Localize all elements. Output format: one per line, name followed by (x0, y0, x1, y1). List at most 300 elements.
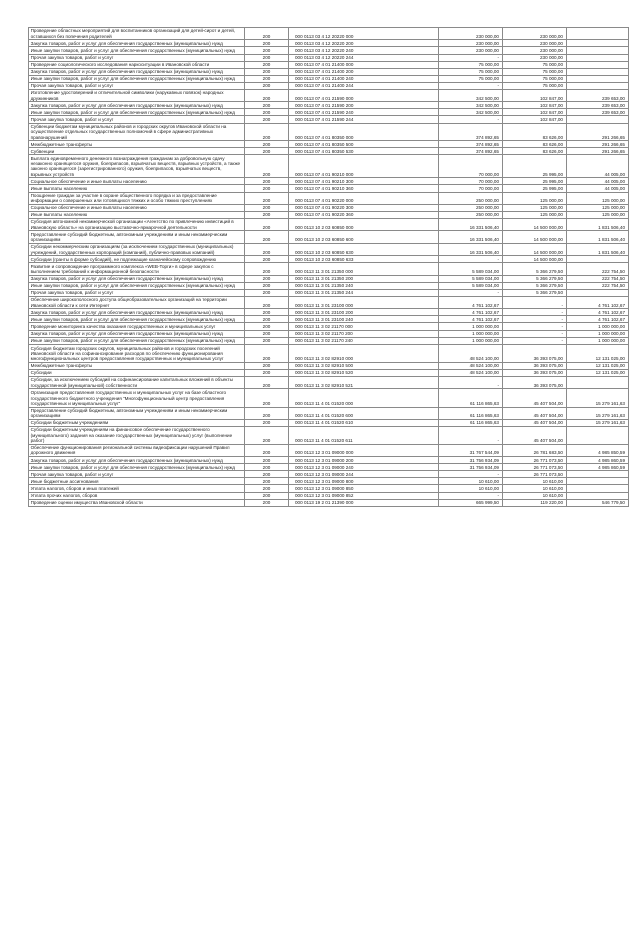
row-code: 200 (245, 148, 289, 155)
table-row (29, 219, 629, 231)
row-code: 200 (245, 141, 289, 148)
row-executed-amount: 45 407 504,00 (503, 420, 567, 427)
table-row (29, 369, 629, 376)
row-classification-code: 000 0113 07 4 01 80350 530 (289, 148, 439, 155)
row-classification-code: 000 0113 11 3 01 21350 200 (289, 275, 439, 282)
row-remaining-amount (567, 427, 629, 445)
row-classification-code: 000 0113 07 4 01 90210 000 (289, 155, 439, 178)
row-description: Субсидия бюджетам городских округов, муниципальных районов и городских поселений Ивановской области на софинансирование расходов по обеспечению функционирования многофункциональных центров предоставления государственных и муниципальных услуг (29, 344, 245, 362)
row-executed-amount: 36 393 075,00 (503, 377, 567, 389)
row-classification-code: 000 0113 10 2 03 60850 000 (289, 219, 439, 231)
row-description: Закупка товаров, работ и услуг для обеспечения государственных (муниципальных) нужд (29, 330, 245, 337)
row-classification-code: 000 0113 03 4 12 20220 240 (289, 47, 439, 54)
table-row (29, 485, 629, 492)
table-row (29, 330, 629, 337)
row-remaining-amount: 12 131 025,00 (567, 369, 629, 376)
row-classification-code: 000 0113 11 3 01 21350 240 (289, 282, 439, 289)
row-description: Предоставление субсидий бюджетным, автономным учреждениям и иным некоммерческим организациям (29, 231, 245, 243)
table-row (29, 82, 629, 89)
row-description: Закупка товаров, работ и услуг для обеспечения государственных (муниципальных) нужд (29, 68, 245, 75)
row-remaining-amount (567, 289, 629, 296)
row-description: Предоставление субсидий бюджетным, автономным учреждениям и иным некоммерческим организациям (29, 407, 245, 419)
row-executed-amount: 10 610,00 (503, 478, 567, 485)
row-approved-amount: 10 610,00 (439, 478, 503, 485)
row-executed-amount: 75 000,00 (503, 75, 567, 82)
row-description: Иные закупки товаров, работ и услуг для обеспечения государственных (муниципальных) нужд (29, 464, 245, 471)
row-code: 200 (245, 344, 289, 362)
row-approved-amount: 31 756 934,09 (439, 464, 503, 471)
row-description: Организация предоставления государственных и муниципальных услуг на базе областного государственного бюджетного учреждения "Многофункциональный центр предоставления государственных и муниципальных услуг" (29, 389, 245, 407)
row-remaining-amount: 291 266,65 (567, 148, 629, 155)
row-classification-code: 000 0113 07 4 01 90210 300 (289, 178, 439, 185)
row-remaining-amount (567, 47, 629, 54)
row-description: Субсидия автономной некоммерческой организации «Агентство по привлечению инвестиций в Ивановскую область» на организацию выставочно-ярмарочной деятельности (29, 219, 245, 231)
table-row (29, 323, 629, 330)
row-approved-amount: 1 000 000,00 (439, 330, 503, 337)
row-remaining-amount (567, 485, 629, 492)
row-description: Проведение мониторинга качества оказания государственных и муниципальных услуг (29, 323, 245, 330)
row-executed-amount: - (503, 330, 567, 337)
row-remaining-amount (567, 377, 629, 389)
row-approved-amount: 16 331 506,40 (439, 243, 503, 255)
row-approved-amount: 61 116 865,63 (439, 420, 503, 427)
row-remaining-amount: 12 131 025,00 (567, 344, 629, 362)
row-description: Субсидии (29, 369, 245, 376)
row-remaining-amount: 4 985 860,59 (567, 457, 629, 464)
table-row (29, 289, 629, 296)
table-row (29, 141, 629, 148)
budget-execution-table (28, 27, 629, 507)
row-approved-amount: - (439, 427, 503, 445)
row-description: Развитие и сопровождение программного комплекса «WEB-Торги» в сфере закупок с выполнением требований к информационной безопасности (29, 263, 245, 275)
row-executed-amount: 83 626,00 (503, 148, 567, 155)
row-classification-code: 000 0113 07 4 01 80350 500 (289, 141, 439, 148)
row-description: Иные закупки товаров, работ и услуг для обеспечения государственных (муниципальных) нужд (29, 109, 245, 116)
table-row (29, 263, 629, 275)
row-code: 200 (245, 471, 289, 478)
row-executed-amount: 5 366 279,50 (503, 263, 567, 275)
row-description: Проведение социологического исследования наркоситуации в Ивановской области (29, 61, 245, 68)
row-approved-amount: - (439, 289, 503, 296)
table-row (29, 231, 629, 243)
row-remaining-amount: 1 000 000,00 (567, 330, 629, 337)
row-description: Закупка товаров, работ и услуг для обеспечения государственных (муниципальных) нужд (29, 275, 245, 282)
row-description: Уплата налогов, сборов и иных платежей (29, 485, 245, 492)
row-remaining-amount (567, 492, 629, 499)
row-classification-code: 000 0113 10 2 03 60850 630 (289, 243, 439, 255)
row-executed-amount: 10 610,00 (503, 485, 567, 492)
row-classification-code: 000 0113 12 3 01 09000 000 (289, 444, 439, 456)
row-code: 200 (245, 282, 289, 289)
row-executed-amount: 75 000,00 (503, 61, 567, 68)
row-remaining-amount: 239 653,00 (567, 89, 629, 101)
row-approved-amount: 61 116 865,63 (439, 389, 503, 407)
row-description: Обеспечение функционирования региональной системы видеофиксации нарушений Правил дорожного движения (29, 444, 245, 456)
row-remaining-amount (567, 40, 629, 47)
table-row (29, 282, 629, 289)
row-code: 200 (245, 68, 289, 75)
row-executed-amount: 102 847,00 (503, 102, 567, 109)
row-remaining-amount (567, 256, 629, 263)
row-description: Иные бюджетные ассигнования (29, 478, 245, 485)
row-remaining-amount: 4 761 102,67 (567, 316, 629, 323)
row-description: Прочая закупка товаров, работ и услуг (29, 82, 245, 89)
row-code: 200 (245, 192, 289, 204)
row-approved-amount: 75 000,00 (439, 75, 503, 82)
row-remaining-amount: 44 005,00 (567, 155, 629, 178)
row-code: 200 (245, 185, 289, 192)
row-description: Иные закупки товаров, работ и услуг для обеспечения государственных (муниципальных) нужд (29, 75, 245, 82)
table-row (29, 471, 629, 478)
row-approved-amount: 374 892,65 (439, 123, 503, 141)
row-approved-amount: 70 000,00 (439, 185, 503, 192)
row-executed-amount: 36 393 075,00 (503, 344, 567, 362)
table-row (29, 478, 629, 485)
row-code: 200 (245, 61, 289, 68)
row-description: Проведение оценки имущества Ивановской области (29, 499, 245, 506)
table-row (29, 389, 629, 407)
row-code: 200 (245, 243, 289, 255)
row-classification-code: 000 0113 07 4 01 90220 300 (289, 204, 439, 211)
row-approved-amount: 16 331 506,40 (439, 231, 503, 243)
row-remaining-amount: 125 000,00 (567, 211, 629, 218)
row-approved-amount: 250 000,00 (439, 192, 503, 204)
row-classification-code: 000 0113 11 3 01 21350 000 (289, 263, 439, 275)
row-classification-code: 000 0113 11 3 01 23100 200 (289, 309, 439, 316)
row-code: 200 (245, 444, 289, 456)
row-approved-amount: 31 756 934,09 (439, 457, 503, 464)
row-description: Прочая закупка товаров, работ и услуг (29, 289, 245, 296)
row-code: 200 (245, 102, 289, 109)
row-remaining-amount: 4 985 860,59 (567, 464, 629, 471)
row-executed-amount: 230 000,00 (503, 54, 567, 61)
row-classification-code: 000 0113 10 2 03 60850 633 (289, 256, 439, 263)
row-remaining-amount: 44 005,00 (567, 185, 629, 192)
row-remaining-amount: 15 279 161,63 (567, 389, 629, 407)
row-executed-amount: 230 000,00 (503, 47, 567, 54)
table-row (29, 54, 629, 61)
table-row (29, 109, 629, 116)
row-description: Субсидии, за исключением субсидий на софинансирование капитальных вложений в объекты государственной (муниципальной) собственности (29, 377, 245, 389)
row-remaining-amount: 222 754,50 (567, 263, 629, 275)
row-remaining-amount (567, 54, 629, 61)
row-code: 200 (245, 296, 289, 308)
row-remaining-amount: 1 831 506,40 (567, 231, 629, 243)
row-classification-code: 000 0113 11 3 01 23100 240 (289, 316, 439, 323)
row-remaining-amount (567, 61, 629, 68)
table-row (29, 75, 629, 82)
table-body (29, 28, 629, 507)
row-classification-code: 000 0113 07 4 01 90220 360 (289, 211, 439, 218)
table-row (29, 427, 629, 445)
row-description: Иные закупки товаров, работ и услуг для обеспечения государственных (муниципальных) нужд (29, 47, 245, 54)
row-code: 200 (245, 263, 289, 275)
row-description: Субсидии бюджетным учреждениям на финансовое обеспечение государственного (муниципального) задания на оказание государственных (муниципальных) услуг (выполнение работ) (29, 427, 245, 445)
row-remaining-amount (567, 478, 629, 485)
row-executed-amount: 230 000,00 (503, 40, 567, 47)
row-description: Иные закупки товаров, работ и услуг для обеспечения государственных (муниципальных) нужд (29, 337, 245, 344)
table-row (29, 492, 629, 499)
row-code: 200 (245, 362, 289, 369)
row-executed-amount: - (503, 316, 567, 323)
row-approved-amount: 342 500,00 (439, 109, 503, 116)
table-row (29, 256, 629, 263)
row-code: 200 (245, 478, 289, 485)
row-executed-amount: 75 000,00 (503, 68, 567, 75)
row-code: 200 (245, 499, 289, 506)
row-approved-amount: 230 000,00 (439, 40, 503, 47)
row-classification-code: 000 0113 07 4 01 21400 000 (289, 61, 439, 68)
row-remaining-amount: 546 779,50 (567, 499, 629, 506)
row-executed-amount: 125 000,00 (503, 211, 567, 218)
row-classification-code: 000 0113 03 4 12 20220 200 (289, 40, 439, 47)
table-row (29, 123, 629, 141)
row-approved-amount: 250 000,00 (439, 204, 503, 211)
row-approved-amount: - (439, 471, 503, 478)
row-description: Выплата единовременного денежного вознаграждения гражданам за добровольную сдачу незаконно хранящегося оружия, боеприпасов, взрывчатых веществ, взрывных устройств, а также законно хранящегося (зарегистрированного) оружия, боеприпасов, взрывчатых веществ, взрывных устройств (29, 155, 245, 178)
row-approved-amount: 342 500,00 (439, 89, 503, 101)
row-executed-amount: 5 366 279,50 (503, 289, 567, 296)
row-remaining-amount: 15 279 161,63 (567, 420, 629, 427)
row-code: 200 (245, 204, 289, 211)
row-description: Межбюджетные трансферты (29, 141, 245, 148)
row-description: Закупка товаров, работ и услуг для обеспечения государственных (муниципальных) нужд (29, 309, 245, 316)
row-approved-amount: 31 767 544,09 (439, 444, 503, 456)
row-executed-amount: 26 771 073,50 (503, 457, 567, 464)
row-executed-amount: 45 407 504,00 (503, 427, 567, 445)
row-code: 200 (245, 231, 289, 243)
row-description: Субвенции бюджетам муниципальных районов и городских округов Ивановской области на осуществление отдельных государственных полномочий в сфере административных правонарушений (29, 123, 245, 141)
row-remaining-amount: 291 266,65 (567, 141, 629, 148)
row-executed-amount: 14 500 000,00 (503, 256, 567, 263)
table-row (29, 407, 629, 419)
row-classification-code: 000 0113 12 3 01 09000 800 (289, 478, 439, 485)
row-executed-amount: 83 626,00 (503, 123, 567, 141)
row-code: 200 (245, 54, 289, 61)
row-classification-code: 000 0113 19 2 01 21390 000 (289, 499, 439, 506)
row-code: 200 (245, 369, 289, 376)
table-row (29, 178, 629, 185)
row-approved-amount: 5 589 034,00 (439, 263, 503, 275)
row-description: Поощрение граждан за участие в охране общественного порядка и за предоставление информации о совершенных или готовящихся тяжких и особо тяжких преступлениях (29, 192, 245, 204)
table-row (29, 192, 629, 204)
row-description: Субсидии (гранты в форме субсидий), не подлежащие казначейскому сопровождению (29, 256, 245, 263)
row-approved-amount: - (439, 377, 503, 389)
row-description: Закупка товаров, работ и услуг для обеспечения государственных (муниципальных) нужд (29, 40, 245, 47)
row-description: Субвенции (29, 148, 245, 155)
row-remaining-amount (567, 82, 629, 89)
table-row (29, 337, 629, 344)
row-classification-code: 000 0113 07 4 01 21590 240 (289, 109, 439, 116)
row-description: Иные закупки товаров, работ и услуг для обеспечения государственных (муниципальных) нужд (29, 316, 245, 323)
row-approved-amount: 374 892,65 (439, 141, 503, 148)
row-code: 200 (245, 75, 289, 82)
row-executed-amount: - (503, 309, 567, 316)
row-remaining-amount: 1 831 506,40 (567, 243, 629, 255)
row-executed-amount: 36 393 075,00 (503, 362, 567, 369)
row-remaining-amount: 239 653,00 (567, 102, 629, 109)
row-description: Изготовление удостоверений и отличительной символики (нарукавных повязок) народных дружинников (29, 89, 245, 101)
row-code: 200 (245, 316, 289, 323)
row-description: Прочая закупка товаров, работ и услуг (29, 116, 245, 123)
row-classification-code: 000 0113 11 3 01 23100 000 (289, 296, 439, 308)
table-row (29, 444, 629, 456)
table-row (29, 102, 629, 109)
row-code: 200 (245, 28, 289, 40)
row-description: Обеспечение широкополосного доступа общеобразовательных организаций на территории Ивановской области к сети Интернет (29, 296, 245, 308)
row-approved-amount: 75 000,00 (439, 68, 503, 75)
row-approved-amount: - (439, 256, 503, 263)
row-executed-amount: 10 610,00 (503, 492, 567, 499)
row-classification-code: 000 0113 07 4 01 21590 200 (289, 102, 439, 109)
row-classification-code: 000 0113 11 3 02 21170 000 (289, 323, 439, 330)
table-row (29, 464, 629, 471)
row-executed-amount: 26 771 073,50 (503, 471, 567, 478)
row-code: 200 (245, 457, 289, 464)
row-approved-amount: 5 589 034,00 (439, 282, 503, 289)
row-classification-code: 000 0113 07 4 01 90210 360 (289, 185, 439, 192)
row-classification-code: 000 0113 12 3 01 09000 240 (289, 464, 439, 471)
row-executed-amount: 5 366 279,50 (503, 282, 567, 289)
row-approved-amount: 665 999,50 (439, 499, 503, 506)
row-classification-code: 000 0113 07 4 01 21400 244 (289, 82, 439, 89)
row-executed-amount: 14 500 000,00 (503, 231, 567, 243)
row-executed-amount: 75 000,00 (503, 82, 567, 89)
row-classification-code: 000 0113 07 4 01 21400 200 (289, 68, 439, 75)
row-remaining-amount: 125 000,00 (567, 204, 629, 211)
row-remaining-amount (567, 68, 629, 75)
row-remaining-amount: 44 005,00 (567, 178, 629, 185)
row-executed-amount: 45 407 504,00 (503, 407, 567, 419)
row-remaining-amount (567, 471, 629, 478)
row-classification-code: 000 0113 11 4 01 01520 000 (289, 389, 439, 407)
table-row (29, 47, 629, 54)
row-description: Иные выплаты населению (29, 185, 245, 192)
row-classification-code: 000 0113 11 4 01 01520 610 (289, 420, 439, 427)
row-remaining-amount: 1 831 506,40 (567, 219, 629, 231)
row-description: Уплата прочих налогов, сборов (29, 492, 245, 499)
table-row (29, 204, 629, 211)
row-executed-amount: - (503, 337, 567, 344)
row-classification-code: 000 0113 12 3 01 09000 850 (289, 485, 439, 492)
table-row (29, 344, 629, 362)
row-remaining-amount: 12 131 025,00 (567, 362, 629, 369)
row-description: Прочая закупка товаров, работ и услуг (29, 54, 245, 61)
row-executed-amount: 25 995,00 (503, 155, 567, 178)
row-code: 200 (245, 289, 289, 296)
row-remaining-amount: 4 761 102,67 (567, 309, 629, 316)
row-executed-amount: 230 000,00 (503, 28, 567, 40)
row-description: Закупка товаров, работ и услуг для обеспечения государственных (муниципальных) нужд (29, 457, 245, 464)
row-code: 200 (245, 47, 289, 54)
row-approved-amount: 1 000 000,00 (439, 337, 503, 344)
row-approved-amount: 4 761 102,67 (439, 316, 503, 323)
table-row (29, 155, 629, 178)
row-approved-amount: 48 524 100,00 (439, 362, 503, 369)
table-row (29, 296, 629, 308)
row-description: Субсидии некоммерческим организациям (за исключением государственных (муниципальных) учреждений, государственных корпораций (компаний), публично-правовых компаний) (29, 243, 245, 255)
row-remaining-amount: 15 279 161,63 (567, 407, 629, 419)
row-code: 200 (245, 155, 289, 178)
row-approved-amount: 4 761 102,67 (439, 296, 503, 308)
table-row (29, 28, 629, 40)
row-approved-amount: 342 500,00 (439, 102, 503, 109)
row-code: 200 (245, 485, 289, 492)
row-code: 200 (245, 116, 289, 123)
row-executed-amount: 14 500 000,00 (503, 219, 567, 231)
row-code: 200 (245, 389, 289, 407)
table-row (29, 89, 629, 101)
table-row (29, 362, 629, 369)
row-code: 200 (245, 492, 289, 499)
row-classification-code: 000 0113 12 3 01 09000 200 (289, 457, 439, 464)
row-approved-amount: 16 331 506,40 (439, 219, 503, 231)
row-classification-code: 000 0113 12 3 01 09000 852 (289, 492, 439, 499)
row-executed-amount: 83 626,00 (503, 141, 567, 148)
row-classification-code: 000 0113 11 3 02 21170 240 (289, 337, 439, 344)
row-executed-amount: 125 000,00 (503, 192, 567, 204)
row-remaining-amount: 4 761 102,67 (567, 296, 629, 308)
row-code: 200 (245, 377, 289, 389)
row-classification-code: 000 0113 07 4 01 21590 244 (289, 116, 439, 123)
row-code: 200 (245, 275, 289, 282)
row-classification-code: 000 0113 11 3 02 21170 200 (289, 330, 439, 337)
row-code: 200 (245, 420, 289, 427)
row-description: Иные выплаты населению (29, 211, 245, 218)
row-executed-amount: 5 366 279,50 (503, 275, 567, 282)
table-row (29, 148, 629, 155)
table-row (29, 68, 629, 75)
row-approved-amount: 5 589 034,00 (439, 275, 503, 282)
row-code: 200 (245, 330, 289, 337)
row-description: Иные закупки товаров, работ и услуг для обеспечения государственных (муниципальных) нужд (29, 282, 245, 289)
row-approved-amount: 250 000,00 (439, 211, 503, 218)
row-executed-amount: 14 500 000,00 (503, 243, 567, 255)
row-approved-amount: 48 524 100,00 (439, 369, 503, 376)
table-row (29, 40, 629, 47)
row-executed-amount: 45 407 504,00 (503, 389, 567, 407)
row-approved-amount: 374 892,65 (439, 148, 503, 155)
row-description: Субсидии бюджетным учреждениям (29, 420, 245, 427)
row-executed-amount: 102 847,00 (503, 109, 567, 116)
row-approved-amount: 48 524 100,00 (439, 344, 503, 362)
row-classification-code: 000 0113 11 4 01 01520 600 (289, 407, 439, 419)
table-row (29, 61, 629, 68)
row-code: 200 (245, 178, 289, 185)
row-executed-amount: 125 000,00 (503, 204, 567, 211)
table-row (29, 457, 629, 464)
row-classification-code: 000 0113 11 4 01 01520 611 (289, 427, 439, 445)
row-classification-code: 000 0113 12 3 01 09000 244 (289, 471, 439, 478)
row-code: 200 (245, 219, 289, 231)
row-remaining-amount (567, 116, 629, 123)
row-approved-amount: 75 000,00 (439, 61, 503, 68)
row-remaining-amount: 1 000 000,00 (567, 337, 629, 344)
row-executed-amount: - (503, 296, 567, 308)
table-row (29, 377, 629, 389)
row-description: Закупка товаров, работ и услуг для обеспечения государственных (муниципальных) нужд (29, 102, 245, 109)
row-classification-code: 000 0113 11 3 02 82910 000 (289, 344, 439, 362)
table-row (29, 499, 629, 506)
row-approved-amount: 230 000,00 (439, 28, 503, 40)
row-approved-amount: 61 116 865,63 (439, 407, 503, 419)
row-code: 200 (245, 337, 289, 344)
row-executed-amount: 102 847,00 (503, 116, 567, 123)
row-classification-code: 000 0113 03 4 12 20220 244 (289, 54, 439, 61)
row-approved-amount: 70 000,00 (439, 178, 503, 185)
row-remaining-amount: 291 266,65 (567, 123, 629, 141)
row-description: Социальное обеспечение и иные выплаты населению (29, 178, 245, 185)
